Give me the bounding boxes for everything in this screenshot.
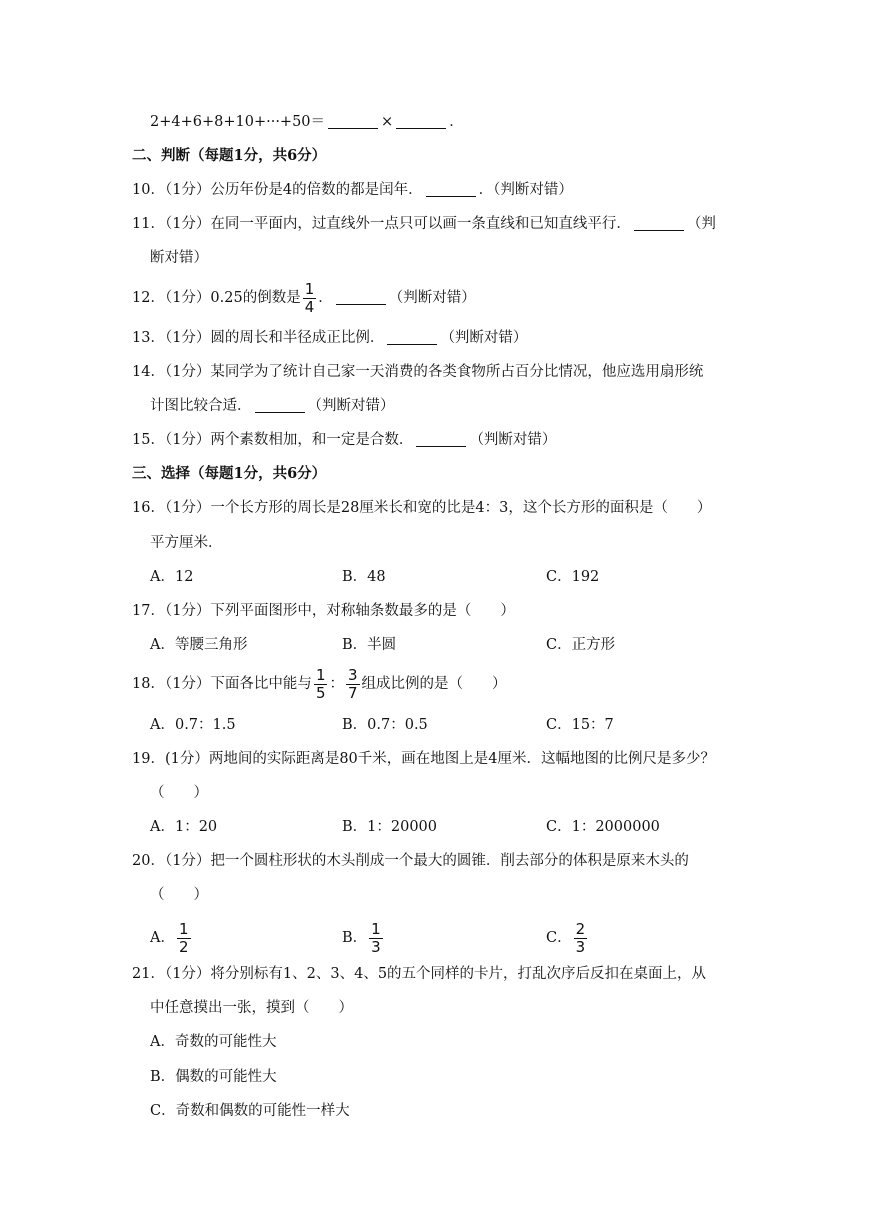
q12-text: 12．（1分）0.25的倒数是 xyxy=(132,290,301,306)
q20-option-c-numerator: 2 xyxy=(575,919,586,938)
question-20: 20．（1分）把一个圆柱形状的木头削成一个最大的圆锥．削去部分的体积是原来木头的 xyxy=(132,853,689,869)
question-17: 17．（1分）下列平面图形中，对称轴条数最多的是（ ） xyxy=(132,603,515,619)
question-10 xyxy=(132,179,573,201)
q14-text-2: 计图比较合适． xyxy=(150,398,252,414)
q9-period: ． xyxy=(449,114,464,130)
q12-fraction xyxy=(303,279,317,316)
q20-option-b[interactable] xyxy=(342,918,385,958)
q18-option-a[interactable]: A．0.7：1.5 xyxy=(150,717,236,733)
q9-answer-blank-1[interactable] xyxy=(328,116,378,129)
q9-times-sign: × xyxy=(381,114,394,130)
q18-fraction-1-numerator: 1 xyxy=(315,665,326,684)
q14-suffix: （判断对错） xyxy=(307,398,395,414)
q20-options xyxy=(0,918,869,958)
section-3-title: 三、选择（每题1分，共6分） xyxy=(132,465,327,482)
q19-option-b[interactable]: B．1：20000 xyxy=(342,819,438,835)
q21-line-2: 中任意摸出一张，摸到（ ） xyxy=(150,1000,353,1016)
q14-answer-blank[interactable] xyxy=(255,400,305,413)
question-21: 21．（1分）将分别标有1、2、3、4、5的五个同样的卡片，打乱次序后反扣在桌面上，从 xyxy=(132,966,707,982)
q18-colon: ： xyxy=(329,676,344,692)
q20-option-a[interactable] xyxy=(150,918,193,958)
question-12 xyxy=(132,279,476,316)
q16-option-c[interactable]: C．192 xyxy=(546,569,600,585)
q17-option-a[interactable]: A．等腰三角形 xyxy=(150,637,248,653)
q9-expression: 2+4+6+8+10+···+50＝ xyxy=(150,114,326,130)
q11-line-2: 断对错） xyxy=(150,250,208,266)
question-16: 16．（1分）一个长方形的周长是28厘米长和宽的比是4：3，这个长方形的面积是（ ） xyxy=(132,500,712,516)
q13-text: 13．（1分）圆的周长和半径成正比例． xyxy=(132,330,385,346)
q20-option-b-numerator: 1 xyxy=(371,919,381,938)
q19-option-c[interactable]: C．1：2000000 xyxy=(546,819,660,835)
q12-suffix: （判断对错） xyxy=(388,290,476,306)
q17-option-c[interactable]: C．正方形 xyxy=(546,637,616,653)
question-18 xyxy=(132,665,507,702)
q15-suffix: （判断对错） xyxy=(469,432,557,448)
q19-line-2: （ ） xyxy=(150,785,208,801)
q20-line-2: （ ） xyxy=(150,887,208,903)
q10-suffix: ．（判断对错） xyxy=(478,182,573,198)
question-13 xyxy=(132,327,527,349)
q20-option-b-fraction xyxy=(369,919,383,956)
q18-fraction-1 xyxy=(314,665,328,702)
q13-suffix: （判断对错） xyxy=(440,330,528,346)
q20-option-c-denominator: 3 xyxy=(575,937,586,956)
q11-answer-blank[interactable] xyxy=(634,218,684,231)
q21-option-c[interactable]: C．奇数和偶数的可能性一样大 xyxy=(150,1103,350,1119)
q14-line-2 xyxy=(150,395,395,417)
q12-answer-blank[interactable] xyxy=(336,292,386,305)
q10-answer-blank[interactable] xyxy=(426,184,476,197)
q20-option-c[interactable] xyxy=(546,918,589,958)
question-11 xyxy=(132,213,716,235)
q16-option-a[interactable]: A．12 xyxy=(150,569,194,585)
q18-option-c[interactable]: C．15：7 xyxy=(546,717,614,733)
q16-options xyxy=(0,566,869,588)
question-14: 14．（1分）某同学为了统计自己家一天消费的各类食物所占百分比情况，他应选用扇形统 xyxy=(132,364,704,380)
q9-answer-blank-2[interactable] xyxy=(396,116,446,129)
q16-option-b[interactable]: B．48 xyxy=(342,569,386,585)
q11-text: 11．（1分）在同一平面内，过直线外一点只可以画一条直线和已知直线平行． xyxy=(132,216,631,232)
q13-answer-blank[interactable] xyxy=(387,332,437,345)
q12-fraction-numerator: 1 xyxy=(304,279,315,298)
q18-options xyxy=(0,714,869,736)
q17-options xyxy=(0,634,869,656)
q16-line-2: 平方厘米． xyxy=(150,535,223,551)
q18-suffix: 组成比例的是（ ） xyxy=(361,676,507,692)
q19-option-a[interactable]: A．1：20 xyxy=(150,819,218,835)
q17-option-b[interactable]: B．半圆 xyxy=(342,637,397,653)
q20-option-a-label: A． xyxy=(150,930,175,946)
q18-text: 18．（1分）下面各比中能与 xyxy=(132,676,312,692)
q20-option-c-label: C． xyxy=(546,930,572,946)
q18-option-b[interactable]: B．0.7：0.5 xyxy=(342,717,428,733)
q15-answer-blank[interactable] xyxy=(416,434,466,447)
q18-fraction-2-numerator: 3 xyxy=(347,665,358,684)
q15-text: 15．（1分）两个素数相加，和一定是合数． xyxy=(132,432,414,448)
q20-option-b-label: B． xyxy=(342,930,368,946)
q20-option-b-denominator: 3 xyxy=(371,937,381,956)
q18-fraction-2 xyxy=(346,665,360,702)
q12-period: ． xyxy=(318,290,333,306)
q20-option-a-fraction xyxy=(177,919,191,956)
q18-fraction-1-denominator: 5 xyxy=(315,683,326,702)
section-2-title: 二、判断（每题1分，共6分） xyxy=(132,147,327,164)
q21-option-a[interactable]: A．奇数的可能性大 xyxy=(150,1034,277,1050)
q18-fraction-2-denominator: 7 xyxy=(347,683,358,702)
q21-option-b[interactable]: B．偶数的可能性大 xyxy=(150,1069,277,1085)
q19-options xyxy=(0,816,869,838)
q9-continuation xyxy=(150,111,464,133)
q20-option-c-fraction xyxy=(574,919,588,956)
q20-option-a-numerator: 1 xyxy=(178,919,189,938)
q11-suffix: （判 xyxy=(686,216,716,232)
question-19: 19．(1分）两地间的实际距离是80千米，画在地图上是4厘米．这幅地图的比例尺是多少？ xyxy=(132,751,716,767)
question-15 xyxy=(132,429,556,451)
q12-fraction-denominator: 4 xyxy=(304,297,315,316)
q10-text: 10．（1分）公历年份是4的倍数的都是闰年． xyxy=(132,182,423,198)
q20-option-a-denominator: 2 xyxy=(178,937,189,956)
